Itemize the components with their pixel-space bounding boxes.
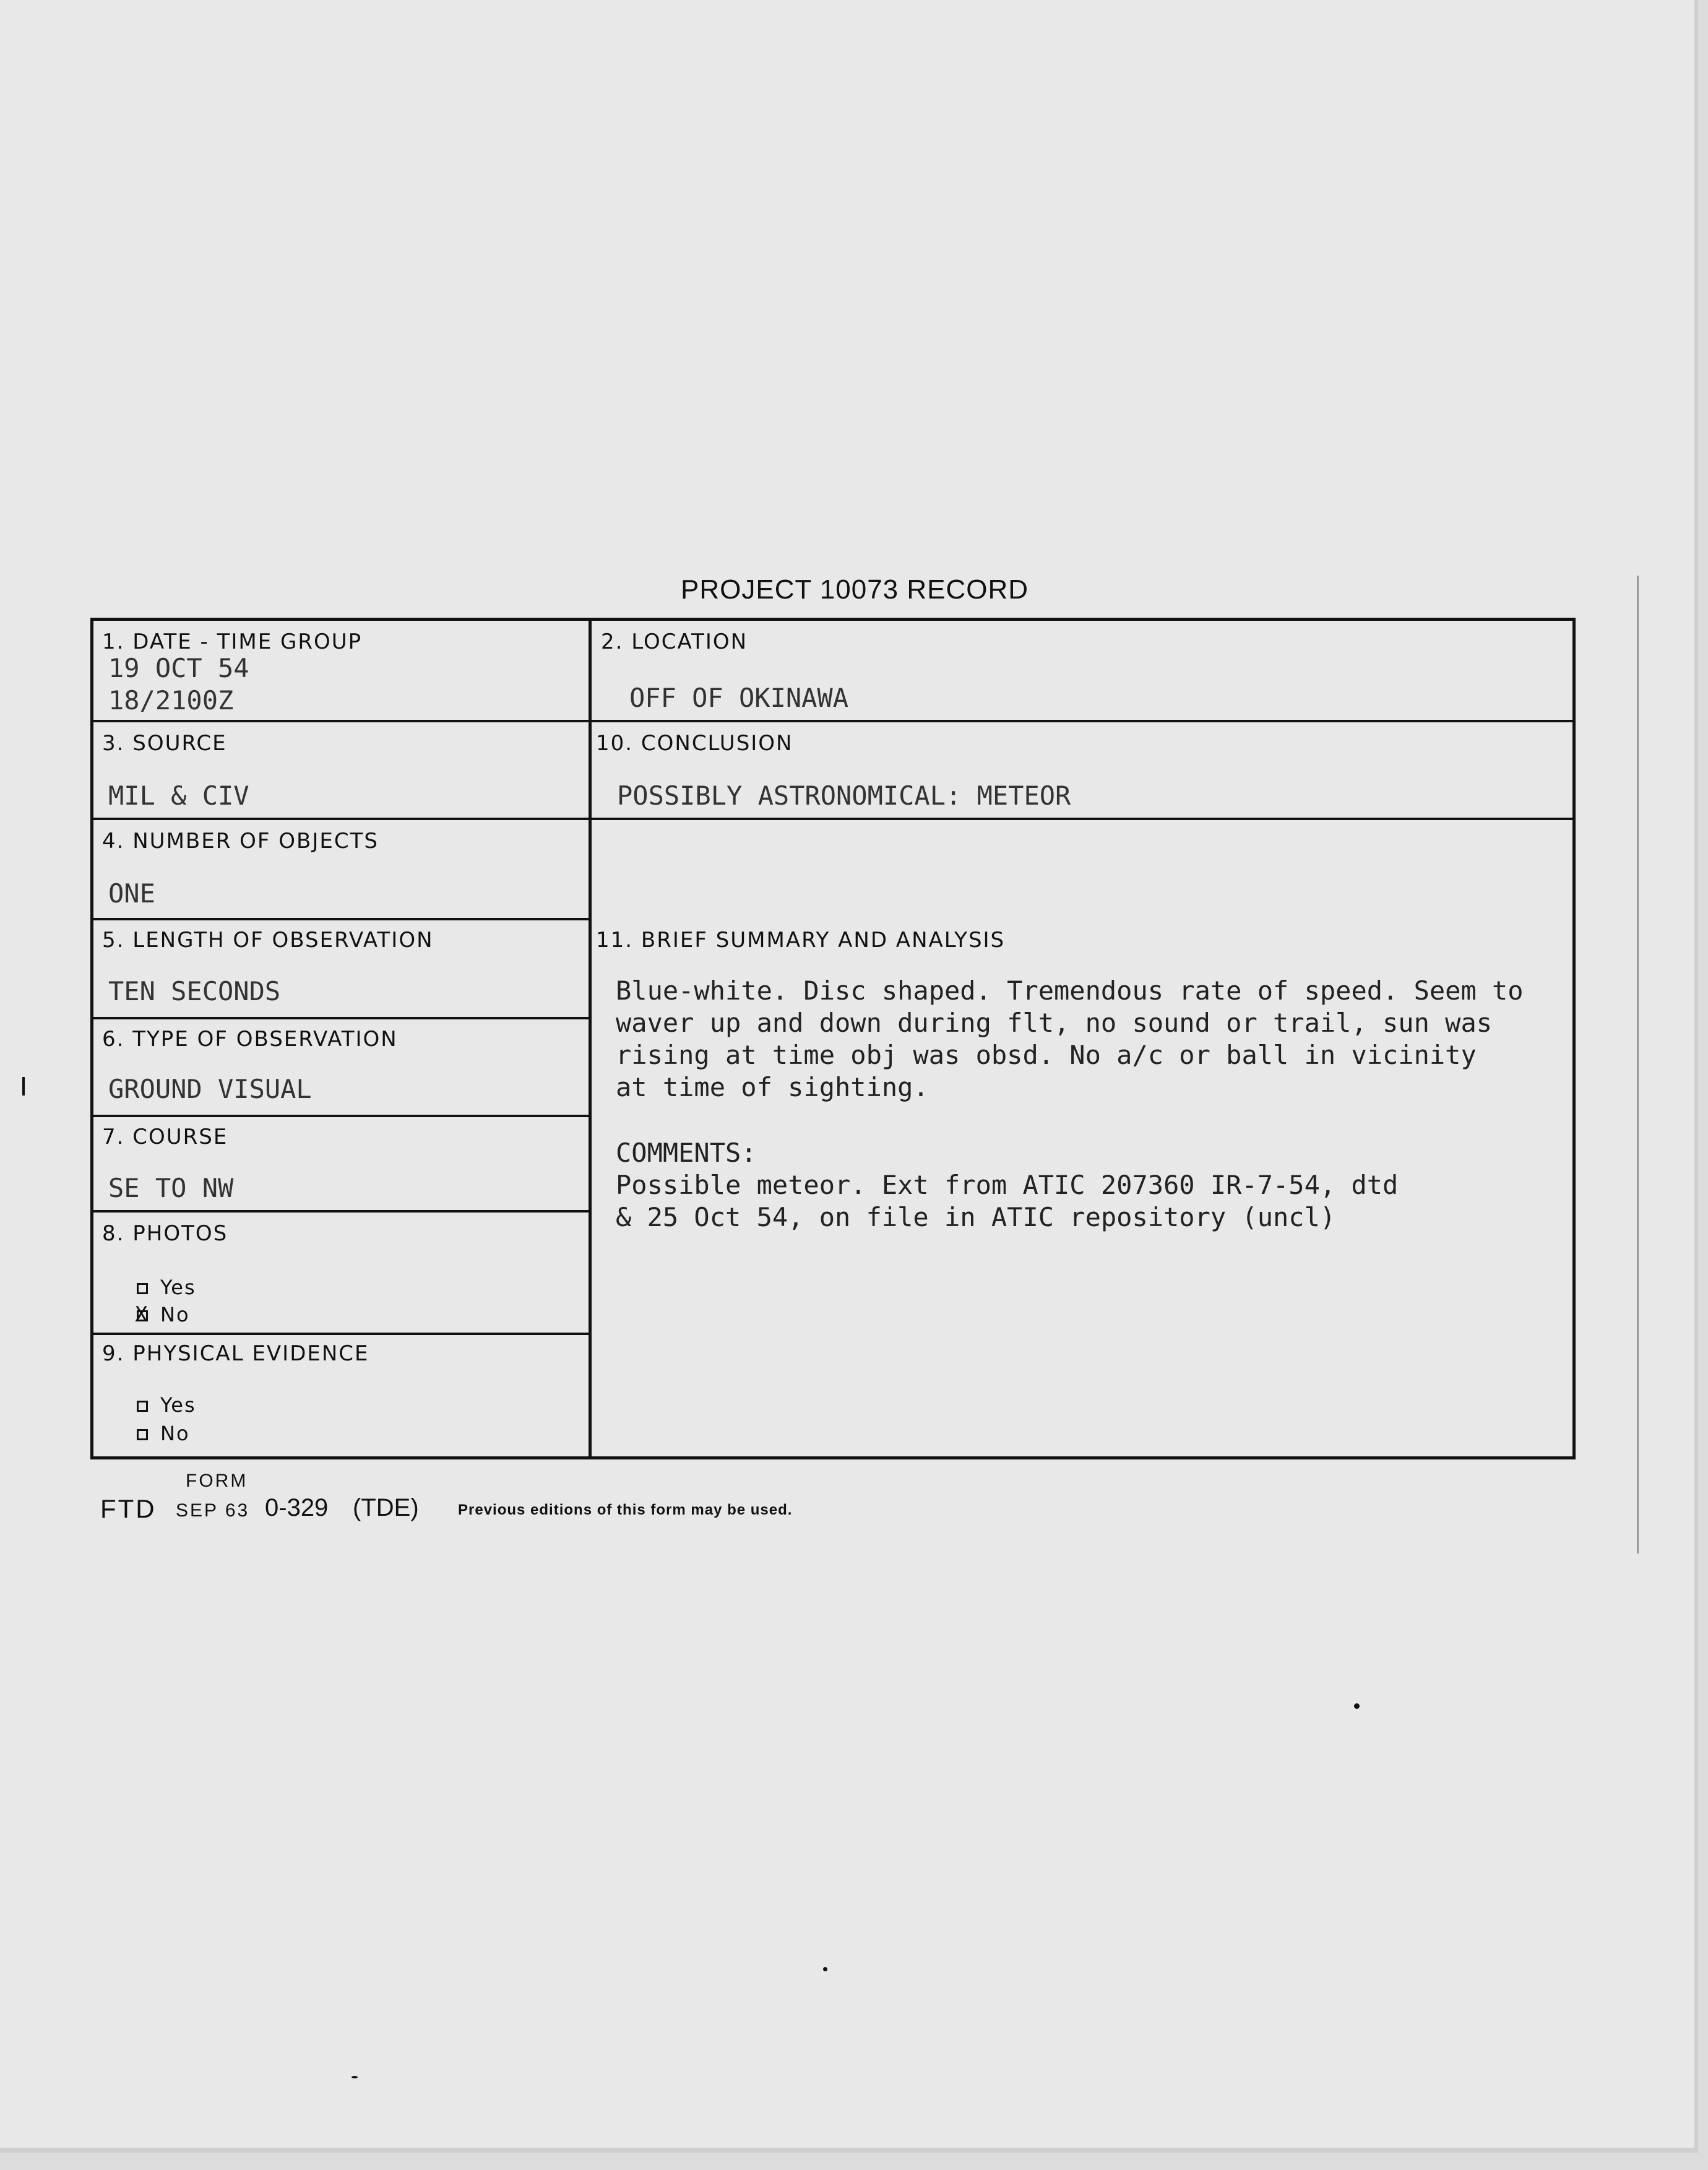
date-time-label: 1. DATE - TIME GROUP [102, 629, 363, 654]
scan-speck [22, 1077, 25, 1096]
comments-line: & 25 Oct 54, on file in ATIC repository (uncl) [616, 1202, 1336, 1232]
record-form [90, 618, 1576, 1459]
summary-line: at time of sighting. [616, 1072, 929, 1102]
physical-evidence-no-label: No [160, 1422, 190, 1445]
type-of-observation-value: GROUND VISUAL [108, 1074, 312, 1104]
course-value: SE TO NW [108, 1173, 234, 1203]
length-of-observation-value: TEN SECONDS [108, 976, 281, 1006]
row-divider-1 [93, 720, 1572, 722]
scan-speck [823, 1967, 827, 1971]
footer-form-number: 0-329 [265, 1494, 329, 1521]
footer-form-word: FORM [186, 1471, 248, 1491]
row-divider-left-7 [93, 1333, 589, 1335]
location-value: OFF OF OKINAWA [629, 683, 849, 713]
form-title: PROJECT 10073 RECORD [681, 574, 1029, 605]
conclusion-value: POSSIBLY ASTRONOMICAL: METEOR [617, 780, 1071, 811]
row-divider-left-5 [93, 1115, 589, 1117]
summary-line: Blue-white. Disc shaped. Tremendous rate of speed. Seem to [616, 975, 1524, 1006]
footer-ftd: FTD [100, 1494, 157, 1523]
photos-no-label: No [160, 1303, 190, 1326]
scan-speck [352, 2076, 358, 2078]
checkbox-icon [137, 1429, 148, 1440]
comments-line: Possible meteor. Ext from ATIC 207360 IR-7-54, dtd [616, 1170, 1399, 1200]
checkbox-icon [137, 1283, 148, 1294]
footer-office: (TDE) [353, 1494, 419, 1521]
date-value: 19 OCT 54 [108, 653, 249, 683]
row-divider-2 [93, 818, 1572, 820]
summary-line: waver up and down during flt, no sound or trail, sun was [616, 1008, 1493, 1038]
footer-note: Previous editions of this form may be used. [458, 1502, 793, 1518]
footer-date: SEP 63 [176, 1500, 250, 1521]
source-label: 3. SOURCE [102, 731, 227, 756]
source-value: MIL & CIV [108, 780, 249, 811]
photos-yes-option[interactable] [137, 1276, 196, 1299]
location-label: 2. LOCATION [601, 629, 748, 654]
time-group-value: 18/2100Z [108, 685, 234, 715]
number-of-objects-label: 4. NUMBER OF OBJECTS [102, 829, 379, 854]
right-margin-line [1637, 576, 1639, 1554]
photos-no-option[interactable] [137, 1303, 190, 1326]
checked-box-icon [137, 1310, 148, 1321]
row-divider-left-3 [93, 918, 589, 920]
length-of-observation-label: 5. LENGTH OF OBSERVATION [102, 928, 434, 953]
row-divider-left-6 [93, 1210, 589, 1213]
scan-speck [1354, 1703, 1360, 1709]
summary-line: rising at time obj was obsd. No a/c or ball in vicinity [616, 1040, 1477, 1070]
comments-label: COMMENTS: [616, 1138, 757, 1168]
column-divider [589, 621, 592, 1456]
course-label: 7. COURSE [102, 1125, 228, 1149]
physical-evidence-no-option[interactable] [137, 1422, 190, 1445]
row-divider-left-4 [93, 1017, 589, 1019]
physical-evidence-label: 9. PHYSICAL EVIDENCE [102, 1341, 369, 1366]
summary-text [616, 975, 1524, 1104]
number-of-objects-value: ONE [108, 878, 155, 909]
checkbox-icon [137, 1401, 148, 1412]
physical-evidence-yes-label: Yes [160, 1393, 196, 1417]
photos-label: 8. PHOTOS [102, 1221, 228, 1246]
photos-yes-label: Yes [160, 1276, 196, 1299]
type-of-observation-label: 6. TYPE OF OBSERVATION [102, 1027, 398, 1052]
conclusion-label: 10. CONCLUSION [596, 731, 793, 756]
summary-label: 11. BRIEF SUMMARY AND ANALYSIS [596, 928, 1006, 953]
physical-evidence-yes-option[interactable] [137, 1393, 196, 1417]
comments-block [616, 1137, 1398, 1234]
